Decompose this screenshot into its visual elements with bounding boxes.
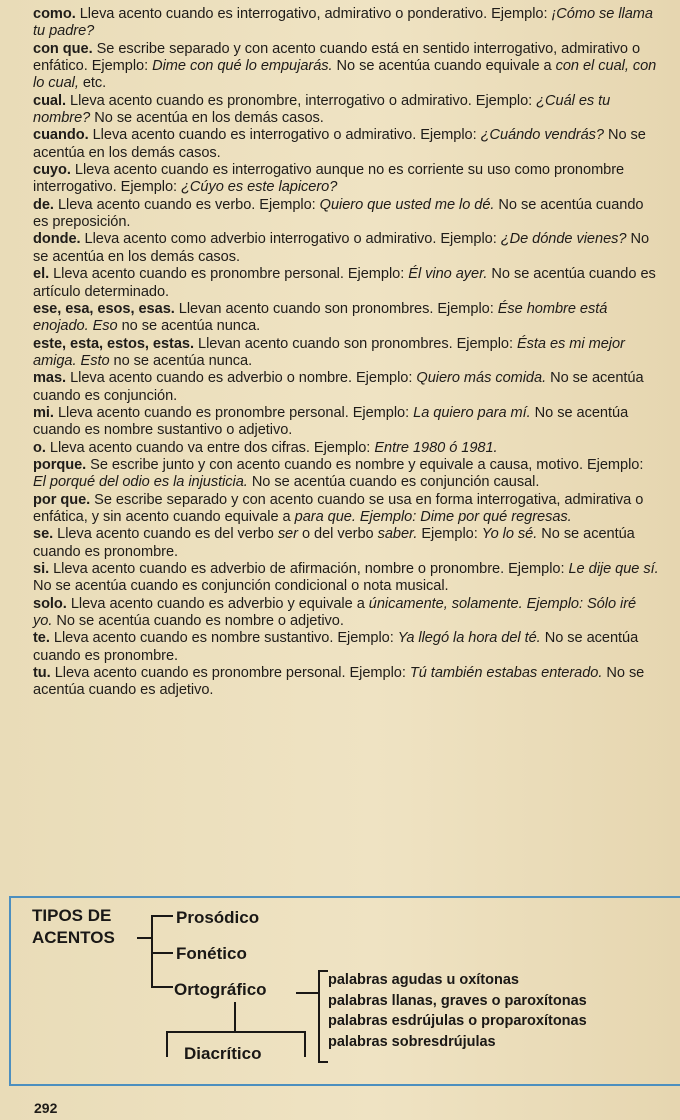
rule-text: Lleva acento cuando es interrogativo aunque no es corriente su uso como pronombre interrogativo. Ejemplo:: [33, 162, 625, 196]
rule-text: Lleva acento cuando es pronombre, interrogativo o admirativo. Ejemplo:: [66, 92, 537, 109]
rule-example: ser: [277, 526, 298, 543]
scheme-branch-ortografico: Ortográfico: [174, 980, 267, 999]
rule-term: cual.: [33, 92, 67, 109]
rule-term: mi.: [33, 404, 54, 421]
rule-text: Llevan acento cuando son pronombres. Ejemplo:: [174, 300, 498, 317]
scheme-brace-list-top: [318, 970, 328, 972]
rule-entry: [33, 301, 659, 336]
rule-term: con que.: [33, 40, 93, 57]
rule-entry: [33, 93, 659, 128]
rule-text: Lleva acento cuando es adverbio de afirmación, nombre o pronombre. Ejemplo:: [49, 561, 569, 577]
rule-example: con el cual, con lo cual,: [33, 58, 657, 92]
rule-entry: [33, 336, 659, 371]
page-number: 292: [34, 1100, 58, 1116]
rule-text: Ejemplo:: [417, 526, 482, 543]
scheme-tick-ortografico: [151, 986, 173, 988]
rule-term: cuyo.: [33, 162, 71, 179]
rule-term: este, esta, estos, estas.: [33, 335, 194, 352]
word-type-sobresdrujulas: palabras sobresdrújulas: [328, 1033, 496, 1050]
rule-entry: [33, 665, 659, 700]
rule-term: cuando.: [33, 127, 89, 144]
rule-term: te.: [33, 630, 50, 647]
rule-text: Lleva acento cuando es interrogativo, admirativo o ponderativo. Ejemplo:: [75, 6, 552, 22]
rule-text: Se escribe separado y con acento cuando está en sentido interrogativo, admirativo o enfático. Ejemplo:: [33, 40, 641, 75]
scheme-bracket-diacritico-right: [304, 1031, 306, 1057]
rule-text: Se escribe junto y con acento cuando es nombre y equivale a causa, motivo. Ejemplo:: [86, 456, 644, 473]
rule-entry: [33, 596, 659, 631]
scheme-title-line2: ACENTOS: [32, 928, 115, 947]
rule-text: Lleva acento cuando es nombre sustantivo. Ejemplo:: [49, 630, 398, 647]
rule-text: No se acentúa cuando es nombre o adjetivo.: [52, 613, 344, 630]
scheme-branch-fonetico: Fonético: [176, 944, 247, 963]
rule-example: Yo lo sé.: [481, 526, 538, 543]
rule-text: Lleva acento cuando es interrogativo o admirativo. Ejemplo:: [88, 127, 481, 144]
rule-term: como.: [33, 6, 76, 22]
rule-term: mas.: [33, 370, 67, 387]
rule-text: No se acentúa en los demás casos.: [33, 127, 646, 161]
rule-entry: [33, 41, 659, 93]
rule-example: ¿Cúyo es este lapicero?: [181, 179, 338, 196]
rule-entry: [33, 630, 659, 665]
rule-term: de.: [33, 196, 54, 213]
word-type-esdrujulas: palabras esdrújulas o proparoxítonas: [328, 1013, 587, 1029]
rule-example: ¡Cómo se llama tu padre?: [33, 6, 653, 40]
rule-example: ¿Cuándo vendrás?: [480, 127, 604, 144]
rule-text: No se acentúa cuando es pronombre.: [33, 630, 639, 664]
rule-example: Ésta es mi mejor amiga. Esto: [33, 335, 625, 369]
scheme-brace-list-bottom: [318, 1061, 328, 1063]
rule-example: Él vino ayer.: [408, 266, 488, 283]
rule-text: no se acentúa nunca.: [117, 318, 261, 335]
rule-entry: [33, 231, 659, 266]
word-type-agudas: palabras agudas u oxítonas: [328, 972, 519, 988]
rule-text: Lleva acento cuando es adverbio y equivale a: [66, 595, 369, 612]
rule-entry: [33, 457, 659, 492]
rule-text: Lleva acento cuando va entre dos cifras. Ejemplo:: [45, 439, 375, 456]
rule-term: ese, esa, esos, esas.: [33, 300, 175, 317]
scheme-brace: [151, 915, 153, 987]
rule-example: Dime con qué lo empujarás.: [152, 58, 333, 75]
rule-text: Lleva acento cuando es del verbo: [53, 526, 278, 543]
rule-entry: [33, 197, 659, 232]
rule-example: ¿De dónde vienes?: [500, 231, 627, 248]
rule-term: se.: [33, 526, 54, 543]
rule-example: Quiero que usted me lo dé.: [319, 196, 495, 213]
scheme-brace-list: [318, 970, 320, 1063]
scheme-connector-diacritico: [234, 1002, 236, 1032]
rule-text: Llevan acento cuando son pronombres. Ejemplo:: [194, 335, 517, 352]
rule-text: No se acentúa en los demás casos.: [90, 110, 324, 127]
rule-example: Quiero más comida.: [416, 370, 547, 387]
rule-text: No se acentúa cuando es preposición.: [33, 196, 644, 231]
scheme-branch-diacritico: Diacrítico: [184, 1044, 262, 1063]
rule-text: Lleva acento cuando es pronombre personal. Ejemplo:: [53, 404, 414, 421]
rule-term: donde.: [33, 231, 81, 248]
scheme-connector: [137, 937, 151, 939]
rule-text: o del verbo: [297, 526, 378, 543]
rule-term: el.: [33, 266, 50, 283]
scheme-connector-list: [296, 992, 318, 994]
rule-entry: [33, 405, 659, 440]
rule-text: No se acentúa cuando es pronombre.: [33, 526, 635, 560]
rule-text: No se acentúa cuando es conjunción condicional o nota musical.: [33, 578, 449, 595]
rule-text: Lleva acento cuando es pronombre personal. Ejemplo:: [50, 665, 410, 682]
rule-example: para que. Ejemplo: Dime por qué regresas.: [294, 508, 572, 525]
rule-example: Ya llegó la hora del té.: [397, 630, 541, 647]
scheme-tick-prosodico: [151, 915, 173, 917]
rule-example: Tú también estabas enterado.: [409, 665, 603, 682]
rule-example: únicamente, solamente. Ejemplo: Sólo iré yo.: [33, 595, 637, 630]
rule-entry: [33, 492, 659, 527]
rule-term: tu.: [33, 665, 51, 682]
accent-rules-list: [33, 6, 659, 700]
rule-text: No se acentúa en los demás casos.: [33, 231, 650, 265]
rule-text: Lleva acento cuando es verbo. Ejemplo:: [53, 196, 320, 213]
rule-example: saber.: [377, 526, 418, 543]
scheme-tick-fonetico: [151, 952, 173, 954]
rule-example: ¿Cuál es tu nombre?: [33, 92, 611, 127]
scheme-title-line1: TIPOS DE: [32, 906, 112, 925]
scheme-branch-prosodico: Prosódico: [176, 908, 260, 927]
word-type-llanas: palabras llanas, graves o paroxítonas: [328, 992, 587, 1009]
scheme-bracket-diacritico-left: [166, 1031, 168, 1057]
rule-example: El porqué del odio es la injusticia.: [33, 474, 248, 491]
rule-text: etc.: [78, 75, 107, 92]
rule-text: No se acentúa cuando equivale a: [332, 58, 556, 75]
rule-example: Le dije que sí.: [568, 561, 659, 577]
rule-entry: [33, 440, 659, 457]
rule-text: No se acentúa cuando es nombre sustantivo o adjetivo.: [33, 404, 629, 439]
rule-text: No se acentúa cuando es conjunción.: [33, 370, 644, 404]
rule-example: Ése hombre está enojado. Eso: [33, 300, 608, 335]
rule-term: por que.: [33, 491, 91, 508]
rule-term: solo.: [33, 595, 67, 612]
rule-entry: [33, 127, 659, 162]
rule-entry: [33, 561, 659, 596]
rule-entry: [33, 162, 659, 197]
rule-entry: [33, 6, 659, 41]
rule-term: porque.: [33, 456, 87, 473]
rule-text: Lleva acento como adverbio interrogativo o admirativo. Ejemplo:: [80, 231, 501, 248]
rule-text: Se escribe separado y con acento cuando se usa en forma interrogativa, admirativa o enfática, y sin acento cuando equivale a: [33, 491, 644, 525]
rule-term: o.: [33, 439, 46, 456]
rule-example: La quiero para mí.: [413, 404, 531, 421]
rule-text: Lleva acento cuando es pronombre personal. Ejemplo:: [49, 266, 409, 283]
scheme-bracket-diacritico: [166, 1031, 306, 1033]
rule-term: si.: [33, 561, 50, 577]
rule-text: No se acentúa cuando es conjunción causal.: [247, 474, 540, 491]
rule-text: no se acentúa nunca.: [109, 352, 253, 369]
rule-text: No se acentúa cuando es adjetivo.: [33, 665, 645, 699]
rule-text: Lleva acento cuando es adverbio o nombre. Ejemplo:: [66, 370, 417, 387]
rule-entry: [33, 526, 659, 561]
rule-entry: [33, 266, 659, 301]
rule-example: Entre 1980 ó 1981.: [374, 439, 498, 456]
rule-text: No se acentúa cuando es artículo determinado.: [33, 266, 656, 300]
rule-entry: [33, 370, 659, 405]
